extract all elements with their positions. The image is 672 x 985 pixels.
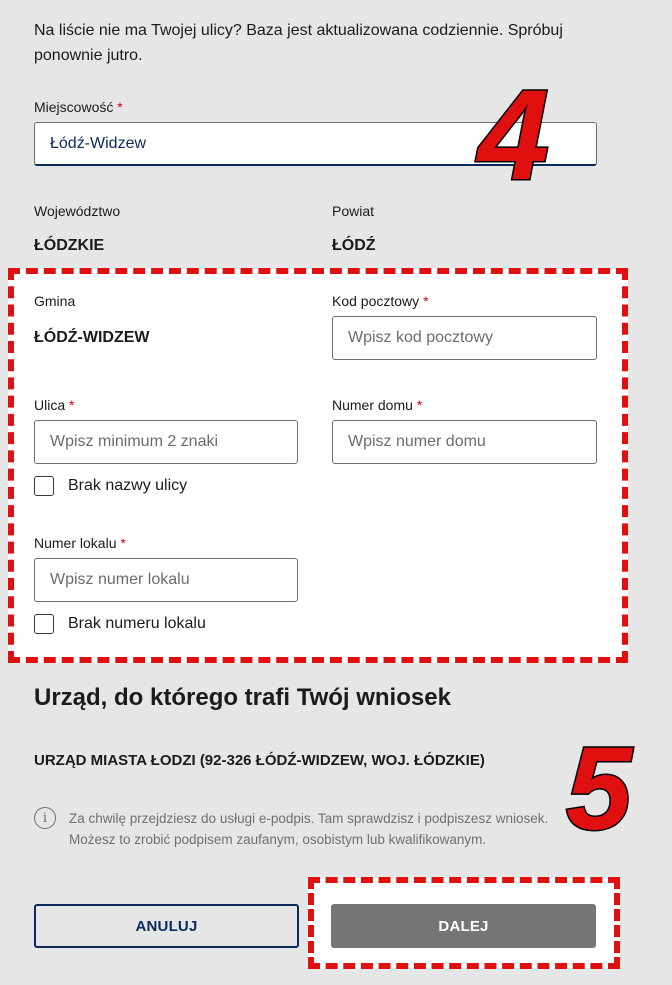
- next-button[interactable]: DALEJ: [331, 904, 596, 948]
- no-street-name-checkbox-row[interactable]: [34, 476, 187, 496]
- voivodeship-value: ŁÓDZKIE: [34, 237, 105, 254]
- required-mark: *: [69, 397, 75, 413]
- no-apartment-number-checkbox[interactable]: [34, 614, 54, 634]
- step-4-annotation: 4: [478, 64, 550, 207]
- no-street-name-checkbox[interactable]: [34, 476, 54, 496]
- county-label: Powiat: [332, 203, 375, 219]
- no-apartment-number-checkbox-row[interactable]: [34, 614, 206, 634]
- info-icon: i: [34, 807, 56, 829]
- notice-text: Na liście nie ma Twojej ulicy? Baza jest aktualizowana codziennie. Spróbuj ponownie jutro.: [34, 22, 563, 64]
- street-input[interactable]: [34, 420, 298, 464]
- house-number-input[interactable]: [332, 420, 597, 464]
- info-text-line-2: Możesz to zrobić podpisem zaufanym, osobistym lub kwalifikowanym.: [69, 832, 487, 847]
- info-text-line-1: Za chwilę przejdziesz do usługi e-podpis. Tam sprawdzisz i podpiszesz wniosek.: [69, 811, 549, 826]
- postal-code-label: [332, 292, 429, 310]
- county-value: ŁÓDŹ: [332, 237, 376, 254]
- house-number-label: [332, 396, 422, 414]
- office-section-title: Urząd, do którego trafi Twój wniosek: [34, 684, 451, 711]
- required-mark: *: [120, 535, 126, 551]
- postal-code-input[interactable]: [332, 316, 597, 360]
- postal-code-label-text: Kod pocztowy: [332, 293, 420, 309]
- cancel-button[interactable]: ANULUJ: [34, 904, 299, 948]
- step-5-annotation: 5: [566, 723, 632, 855]
- office-name: URZĄD MIASTA ŁODZI (92-326 ŁÓDŹ-WIDZEW, WOJ. ŁÓDZKIE): [34, 752, 485, 769]
- apartment-number-input[interactable]: [34, 558, 298, 602]
- required-mark: *: [423, 293, 429, 309]
- info-text: [69, 808, 589, 850]
- apartment-number-label: [34, 534, 126, 552]
- commune-label: Gmina: [34, 293, 76, 309]
- no-street-name-label: Brak nazwy ulicy: [68, 477, 188, 494]
- house-number-label-text: Numer domu: [332, 397, 413, 413]
- city-label: [34, 98, 123, 116]
- no-apartment-number-label: Brak numeru lokalu: [68, 615, 206, 632]
- voivodeship-label: Województwo: [34, 203, 121, 219]
- required-mark: *: [117, 99, 123, 115]
- required-mark: *: [416, 397, 423, 413]
- city-label-text: Miejscowość: [34, 99, 114, 115]
- commune-value: ŁÓDŹ-WIDZEW: [34, 329, 150, 346]
- street-label: [34, 396, 74, 414]
- street-label-text: Ulica: [34, 397, 66, 413]
- apartment-number-label-text: Numer lokalu: [34, 535, 117, 551]
